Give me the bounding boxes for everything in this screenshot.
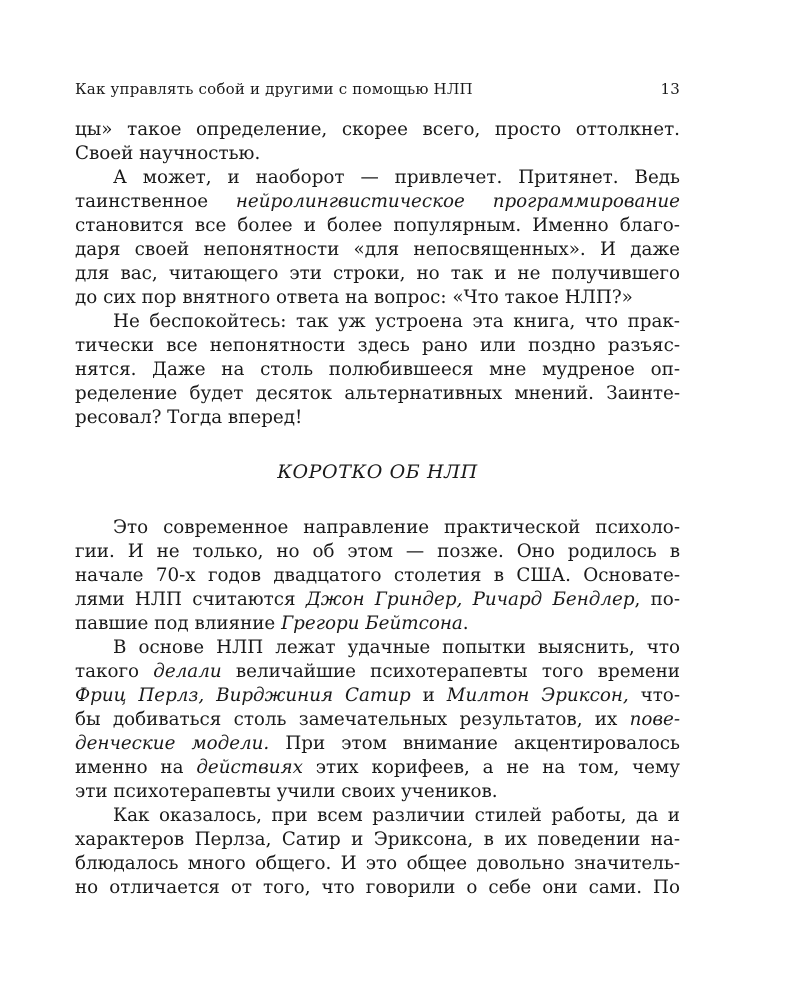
text-run: Это современное направление практической психоло- xyxy=(113,517,680,538)
text-run: нятся. Даже на столь полюбившееся мне мудреное оп- xyxy=(75,359,680,380)
text-run: величайшие психотерапевты того времени xyxy=(221,661,680,682)
text-line xyxy=(75,876,680,900)
italic-text: денческие модели. xyxy=(75,733,270,754)
text-line xyxy=(75,588,680,612)
italic-text: пове- xyxy=(629,709,680,730)
text-line xyxy=(75,358,680,382)
text-run: тически все непонятности здесь рано или поздно разъяс- xyxy=(75,335,680,356)
text-run: до сих пор внятного ответа на вопрос: «Что такое НЛП?» xyxy=(75,287,633,308)
italic-text: нейролингвистическое программирование xyxy=(235,191,680,212)
text-run: лями НЛП считаются xyxy=(75,589,306,610)
text-line xyxy=(75,118,680,142)
text-run: именно на xyxy=(75,757,197,778)
text-line xyxy=(75,828,680,852)
text-run: цы» такое определение, скорее всего, просто оттолкнет. xyxy=(75,119,680,140)
paragraph xyxy=(75,166,680,310)
text-run: При этом внимание акцентировалось xyxy=(269,733,680,754)
text-run: бы добиваться столь замечательных результатов, их xyxy=(75,709,630,730)
section-heading: КОРОТКО ОБ НЛП xyxy=(277,461,478,483)
text-run: А может, и наоборот — привлечет. Притянет. Ведь xyxy=(113,167,680,188)
italic-text: Джон Гриндер, Ричард Бендлер xyxy=(305,589,635,610)
text-run: начале 70-х годов двадцатого столетия в США. Основате- xyxy=(75,565,680,586)
text-run: для вас, читающего эти строки, но так и не получившего xyxy=(75,263,680,284)
paragraph xyxy=(75,310,680,430)
text-line xyxy=(75,612,680,636)
text-run: становится все более и более популярным. Именно благо- xyxy=(75,215,680,236)
text-run: Как оказалось, при всем различии стилей работы, да и xyxy=(113,805,680,826)
text-line xyxy=(75,142,680,166)
text-line xyxy=(75,334,680,358)
paragraphs-after-heading xyxy=(75,516,680,900)
paragraph xyxy=(75,804,680,900)
text-line xyxy=(75,262,680,286)
text-line xyxy=(75,732,680,756)
italic-text: Милтон Эриксон, xyxy=(446,685,629,706)
italic-text: действиях xyxy=(196,757,303,778)
italic-text: Фриц Перлз, Вирджиния Сатир xyxy=(75,685,411,706)
text-line xyxy=(75,214,680,238)
paragraph xyxy=(75,118,680,166)
text-run: и xyxy=(410,685,447,706)
text-line xyxy=(75,852,680,876)
paragraph xyxy=(75,516,680,636)
text-run: ределение будет десяток альтернативных мнений. Заинте- xyxy=(75,383,680,404)
text-line xyxy=(75,756,680,780)
text-run: таинственное xyxy=(75,191,236,212)
text-run: , по- xyxy=(634,589,680,610)
running-head xyxy=(75,78,680,100)
text-run: В основе НЛП лежат удачные попытки выяснить, что xyxy=(113,637,680,658)
text-run: даря своей непонятности «для непосвященных». И даже xyxy=(75,239,680,260)
text-line xyxy=(75,780,680,804)
page-number: 13 xyxy=(660,80,680,98)
text-line xyxy=(75,660,680,684)
italic-text: делали xyxy=(153,661,222,682)
text-run: этих корифеев, а не на том, чему xyxy=(302,757,680,778)
text-line xyxy=(75,636,680,660)
text-run: блюдалось много общего. И это общее довольно значитель- xyxy=(75,853,680,874)
text-line xyxy=(75,708,680,732)
text-run: что- xyxy=(628,685,680,706)
text-run: . xyxy=(462,613,469,634)
body-text xyxy=(75,118,680,900)
text-line xyxy=(75,166,680,190)
text-line xyxy=(75,564,680,588)
text-line xyxy=(75,286,680,310)
text-line xyxy=(75,516,680,540)
text-run: гии. И не только, но об этом — позже. Оно родилось в xyxy=(75,541,680,562)
paragraph xyxy=(75,636,680,804)
text-line xyxy=(75,190,680,214)
text-line xyxy=(75,406,680,430)
text-run: эти психотерапевты учили своих учеников. xyxy=(75,781,498,802)
paragraphs-before-heading xyxy=(75,118,680,430)
text-line xyxy=(75,310,680,334)
text-line xyxy=(75,684,680,708)
running-title: Как управлять собой и другими с помощью НЛП xyxy=(75,80,473,98)
text-run: но отличается от того, что говорили о себе они сами. По xyxy=(75,877,680,898)
text-line xyxy=(75,382,680,406)
text-run: ресовал? Тогда вперед! xyxy=(75,407,303,428)
text-line xyxy=(75,238,680,262)
text-run: такого xyxy=(75,661,154,682)
text-line xyxy=(75,540,680,564)
italic-text: Грегори Бейтсона xyxy=(281,613,463,634)
text-run: Не беспокойтесь: так уж устроена эта книга, что прак- xyxy=(113,311,680,332)
text-run: павшие под влияние xyxy=(75,613,282,634)
text-line xyxy=(75,804,680,828)
text-run: характеров Перлза, Сатир и Эриксона, в их поведении на- xyxy=(75,829,680,850)
text-run: Своей научностью. xyxy=(75,143,261,164)
